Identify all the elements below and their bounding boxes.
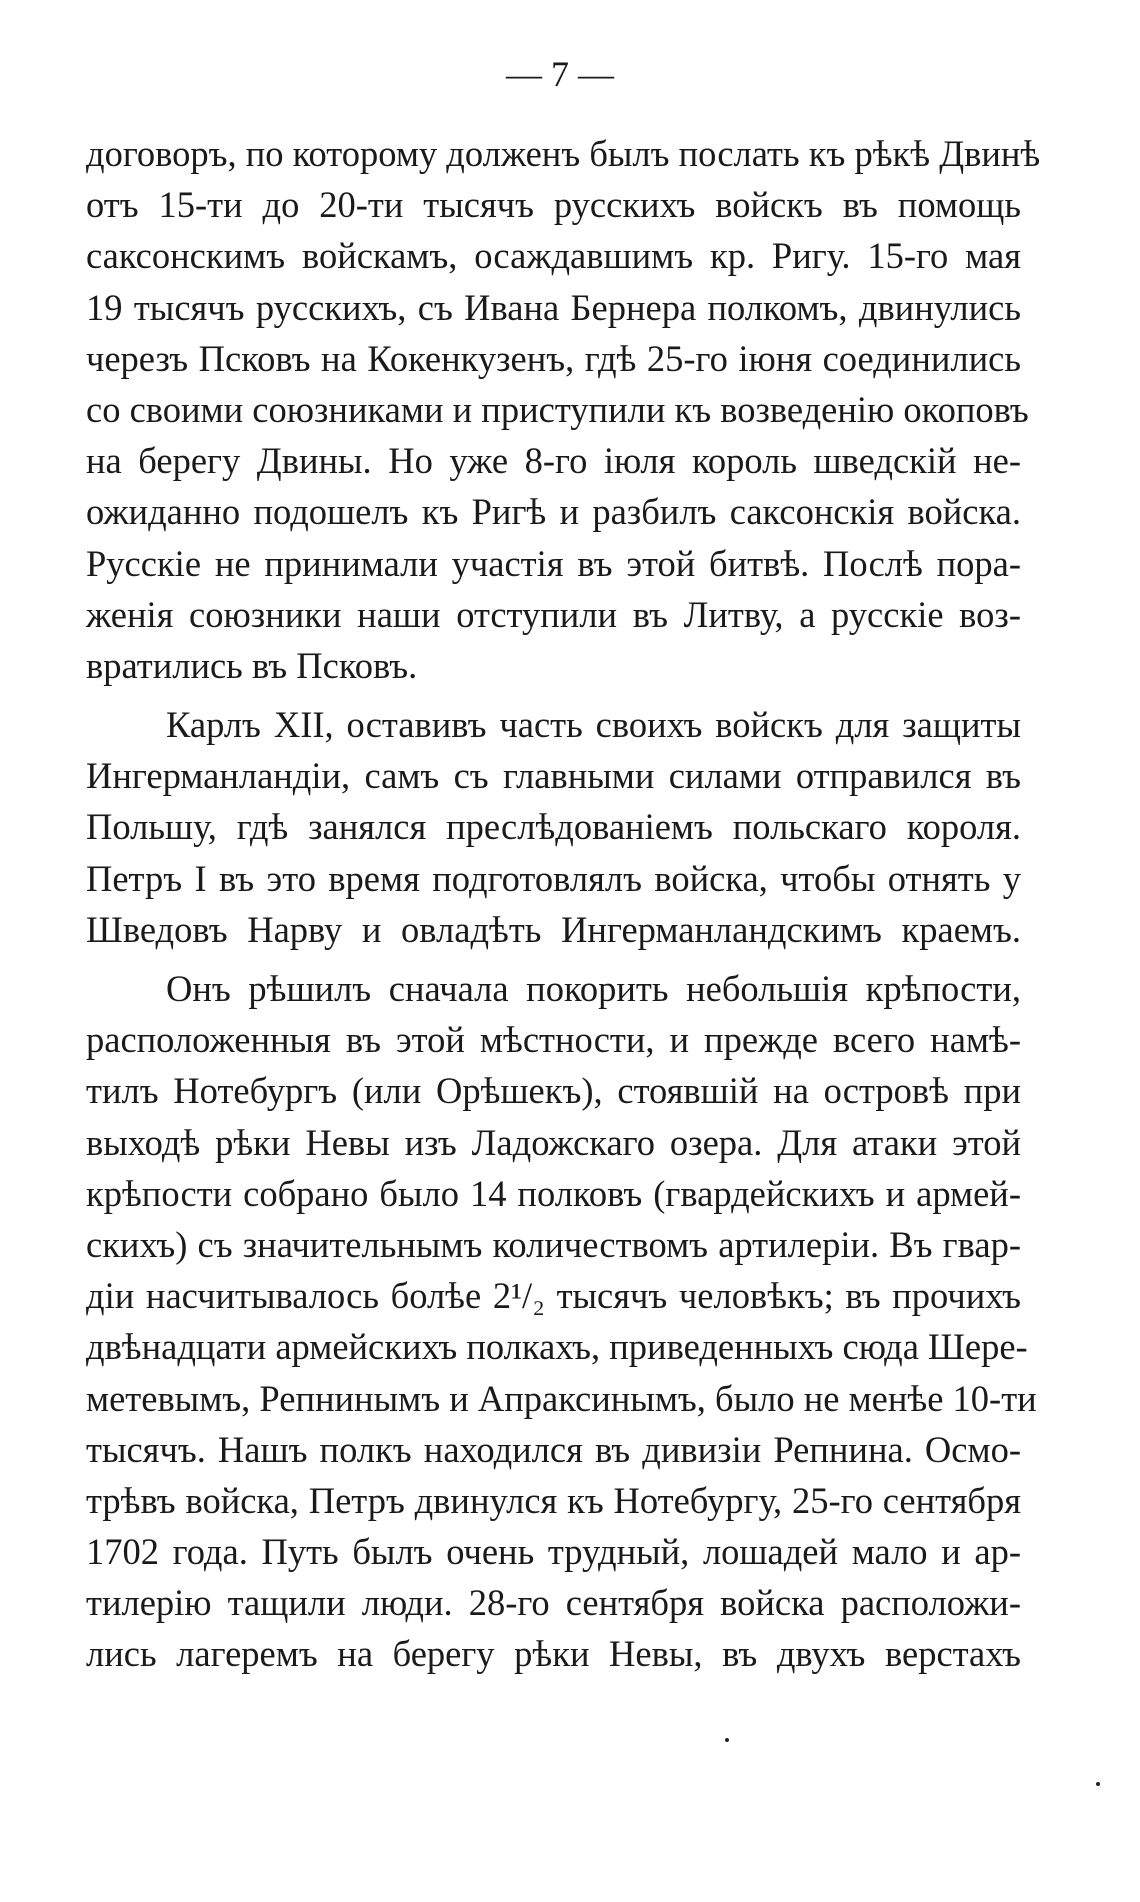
text-line: женія союзники наши отступили въ Литву, а русскіе воз- bbox=[86, 593, 1021, 635]
print-speck bbox=[1096, 1782, 1100, 1786]
text-line: лись лагеремъ на берегу рѣки Невы, въ двухъ верстахъ bbox=[86, 1633, 1021, 1675]
text-line: договоръ, по которому долженъ былъ послать къ рѣкѣ Двинѣ bbox=[86, 133, 1041, 174]
text-line: двѣнадцати армейскихъ полкахъ, приведенныхъ сюда Шере- bbox=[86, 1326, 1028, 1368]
text-line: метевымъ, Репнинымъ и Апраксинымъ, было не менѣе 10-ти bbox=[86, 1377, 1037, 1419]
text-line: на берегу Двины. Но уже 8-го іюля король шведскій не- bbox=[86, 440, 1021, 482]
text-line: 1702 года. Путь былъ очень трудный, лошадей мало и ар- bbox=[86, 1531, 1021, 1573]
text-line: черезъ Псковъ на Кокенкузенъ, гдѣ 25-го іюня соединились bbox=[86, 337, 1021, 379]
text-line: выходѣ рѣки Невы изъ Ладожскаго озера. Для атаки этой bbox=[86, 1121, 1021, 1163]
text-line: діи насчитывалось болѣе 2¹/₂ тысячъ человѣкъ; въ прочихъ bbox=[86, 1275, 1021, 1317]
text-line: Петръ I въ это время подготовлялъ войска, чтобы отнять у bbox=[86, 857, 1021, 899]
text-line: со своими союзниками и приступили къ возведенію окоповъ bbox=[86, 388, 1029, 430]
text-line: Карлъ XII, оставивъ часть своихъ войскъ для защиты bbox=[166, 704, 1021, 746]
text-line: Польшу, гдѣ занялся преслѣдованіемъ польскаго короля. bbox=[86, 806, 1021, 848]
text-line: тилъ Нотебургъ (или Орѣшекъ), стоявшій на островѣ при bbox=[86, 1070, 1021, 1112]
text-line: Ингерманландіи, самъ съ главными силами отправился въ bbox=[86, 755, 1021, 797]
text-line: Онъ рѣшилъ сначала покорить небольшія крѣпости, bbox=[166, 968, 1021, 1009]
body-text bbox=[86, 128, 1041, 1680]
text-line: отъ 15-ти до 20-ти тысячъ русскихъ войскъ въ помощь bbox=[86, 184, 1021, 226]
text-line: Шведовъ Нарву и овладѣть Ингерманландскимъ краемъ. bbox=[86, 908, 1021, 950]
text-line: ожиданно подошелъ къ Ригѣ и разбилъ саксонскія войска. bbox=[86, 491, 1021, 533]
text-line: Русскіе не принимали участія въ этой битвѣ. Послѣ пора- bbox=[86, 542, 1021, 584]
text-line: вратились въ Псковъ. bbox=[86, 644, 418, 686]
text-line: 19 тысячъ русскихъ, съ Ивана Бернера полкомъ, двинулись bbox=[86, 286, 1021, 328]
text-line: скихъ) съ значительнымъ количествомъ артилеріи. Въ гвар- bbox=[86, 1223, 1021, 1265]
page-number: — 7 — bbox=[506, 54, 614, 94]
text-line: тысячъ. Нашъ полкъ находился въ дивизіи Репнина. Осмо- bbox=[86, 1428, 1021, 1470]
print-speck bbox=[725, 1738, 729, 1742]
text-line: трѣвъ войска, Петръ двинулся къ Нотебургу, 25-го сентября bbox=[86, 1479, 1021, 1521]
paragraph-1 bbox=[86, 128, 1041, 691]
paragraph-2 bbox=[86, 699, 1021, 955]
text-line: тилерію тащили люди. 28-го сентября войска расположи- bbox=[86, 1582, 1021, 1624]
text-line: расположенныя въ этой мѣстности, и прежде всего намѣ- bbox=[86, 1019, 1021, 1061]
text-line: крѣпости собрано было 14 полковъ (гвардейскихъ и армей- bbox=[86, 1172, 1021, 1214]
text-line: саксонскимъ войскамъ, осаждавшимъ кр. Ригу. 15-го мая bbox=[86, 235, 1021, 277]
paragraph-3 bbox=[86, 963, 1037, 1680]
